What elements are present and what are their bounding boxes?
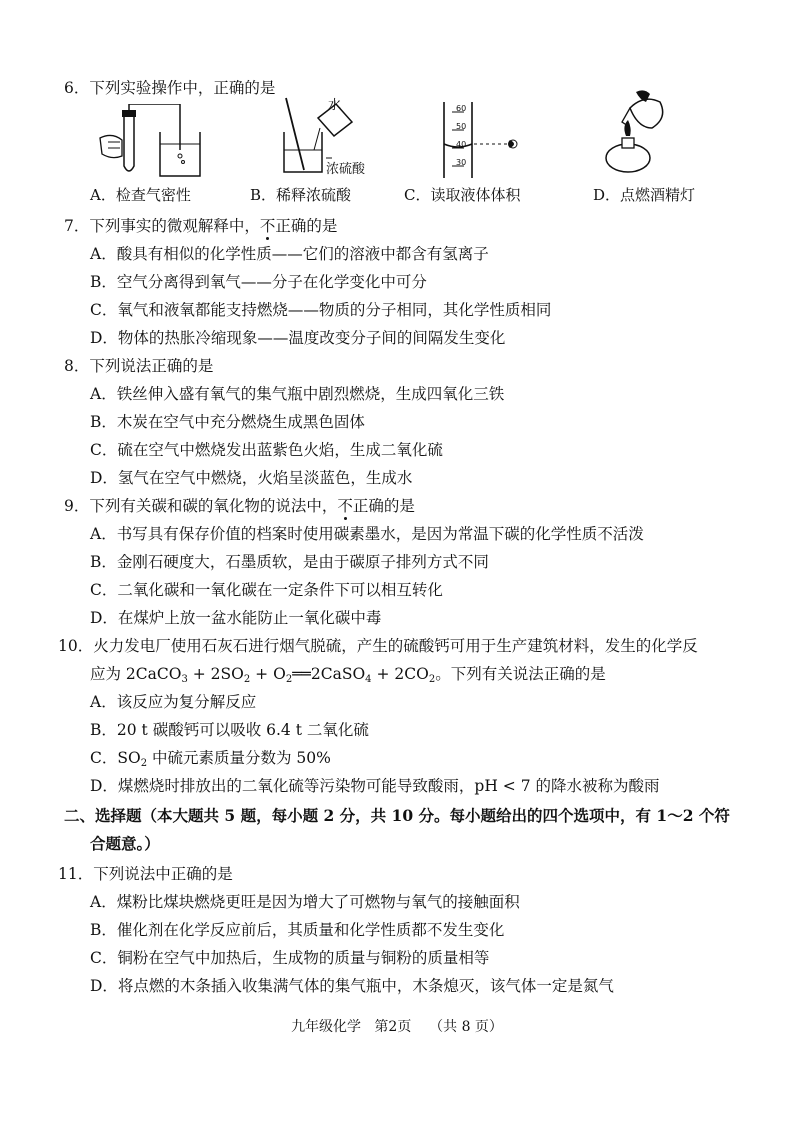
q10-stem-post: 。下列有关说法正确的是 (435, 665, 606, 683)
q9-option-a: A．书写具有保存价值的档案时使用碳素墨水，是因为常温下碳的化学性质不活泼 (90, 525, 644, 543)
conc-acid-label: 浓硫酸 (326, 162, 366, 177)
tick-30: 30 (456, 158, 467, 167)
q7-stem-pre: 7．下列事实的微观解释中， (64, 217, 260, 235)
q7-stem (64, 214, 337, 236)
eq-so2: + 2SO (187, 665, 244, 683)
q9-stem-pre: 9．下列有关碳和碳的氧化物的说法中， (64, 497, 338, 515)
q10-stem: 10．火力发电厂使用石灰石进行烟气脱硫，产生的硫酸钙可用于生产建筑材料，发生的化学反 (58, 637, 698, 655)
q9-option-c: C．二氧化碳和一氧化碳在一定条件下可以相互转化 (90, 581, 443, 599)
q9-option-b: B．金刚石硬度大，石墨质软，是由于碳原子排列方式不同 (90, 553, 489, 571)
q11-option-a: A．煤粉比煤块燃烧更旺是因为增大了可燃物与氧气的接触面积 (90, 893, 520, 911)
q10-equation-line (90, 662, 606, 684)
eq-caso4: 2CaSO (310, 665, 366, 683)
q7-option-b: B．空气分离得到氧气——分子在化学变化中可分 (90, 273, 427, 291)
q9-option-d: D．在煤炉上放一盆水能防止一氧化碳中毒 (90, 609, 382, 627)
q7-option-c: C．氧气和液氧都能支持燃烧——物质的分子相同，其化学性质相同 (90, 301, 552, 319)
q9-stem-post: 正确的是 (352, 497, 415, 515)
eq-o2: + O (250, 665, 286, 683)
airtightness-apparatus-figure (98, 104, 208, 182)
q6-stem: 6．下列实验操作中，正确的是 (64, 79, 276, 97)
tick-60: 60 (456, 104, 467, 113)
eq-sub-2a: 2 (243, 674, 251, 685)
q10-option-a: A．该反应为复分解反应 (90, 693, 257, 711)
q11-option-d: D．将点燃的木条插入收集满气体的集气瓶中，木条熄灭，该气体一定是氮气 (90, 977, 614, 995)
eq-sign: ══ (292, 665, 311, 683)
q8-option-d: D．氢气在空气中燃烧，火焰呈淡蓝色，生成水 (90, 469, 413, 487)
q11-option-c: C．铜粉在空气中加热后，生成物的质量与铜粉的质量相等 (90, 949, 490, 967)
q10-option-b: B．20 t 碳酸钙可以吸收 6.4 t 二氧化硫 (90, 721, 369, 739)
q8-option-a: A．铁丝伸入盛有氧气的集气瓶中剧烈燃烧，生成四氧化三铁 (90, 385, 505, 403)
q7-stem-post: 正确的是 (275, 217, 338, 235)
q7-option-d: D．物体的热胀冷缩现象——温度改变分子间的间隔发生变化 (90, 329, 506, 347)
eq-caco3: 应为 2CaCO (90, 665, 182, 683)
eq-sub-2b: 2 (285, 674, 293, 685)
section-2-heading-cont: 合题意。） (90, 834, 160, 853)
q7-emphasis-mark: 不 (259, 217, 276, 235)
water-label: 水 (328, 98, 342, 113)
q6-option-b-label: B．稀释浓硫酸 (250, 186, 352, 204)
q10-option-c (90, 746, 331, 768)
q7-option-a: A．酸具有相似的化学性质——它们的溶液中都含有氢离子 (90, 245, 489, 263)
eq-sub-3: 3 (181, 674, 188, 685)
q8-stem: 8．下列说法正确的是 (64, 357, 214, 375)
q11-option-b: B．催化剂在化学反应前后，其质量和化学性质都不发生变化 (90, 921, 505, 939)
q10-c-pre: C．SO (90, 749, 141, 767)
eq-sub-4: 4 (365, 674, 372, 685)
q6-option-a-label: A．检查气密性 (90, 186, 191, 204)
q10-option-d: D．煤燃烧时排放出的二氧化硫等污染物可能导致酸雨，pH < 7 的降水被称为酸雨 (90, 777, 660, 795)
alcohol-lamp-figure (600, 88, 670, 182)
q6-option-c-label: C．读取液体体积 (404, 186, 521, 204)
page-footer: 九年级化学 第2页 （共 8 页） (291, 1019, 503, 1035)
eq-co2: + 2CO (371, 665, 429, 683)
q9-stem (64, 494, 415, 516)
q10-c-post: 中硫元素质量分数为 50% (147, 749, 331, 767)
q9-emphasis-mark: 不 (337, 497, 353, 515)
q8-option-c: C．硫在空气中燃烧发出蓝紫色火焰，生成二氧化硫 (90, 441, 443, 459)
tick-50: 50 (456, 122, 467, 131)
q11-stem: 11．下列说法中正确的是 (58, 865, 233, 883)
q6-option-d-label: D．点燃酒精灯 (593, 186, 696, 204)
q8-option-b: B．木炭在空气中充分燃烧生成黑色固体 (90, 413, 365, 431)
q10-c-sub: 2 (140, 758, 148, 769)
eq-sub-2c: 2 (428, 674, 436, 685)
graduated-cylinder-figure (430, 100, 530, 180)
section-2-heading: 二、选择题（本大题共 5 题，每小题 2 分，共 10 分。每小题给出的四个选项中，有 1～2 个符 (64, 806, 730, 825)
tick-40: 40 (456, 140, 467, 149)
